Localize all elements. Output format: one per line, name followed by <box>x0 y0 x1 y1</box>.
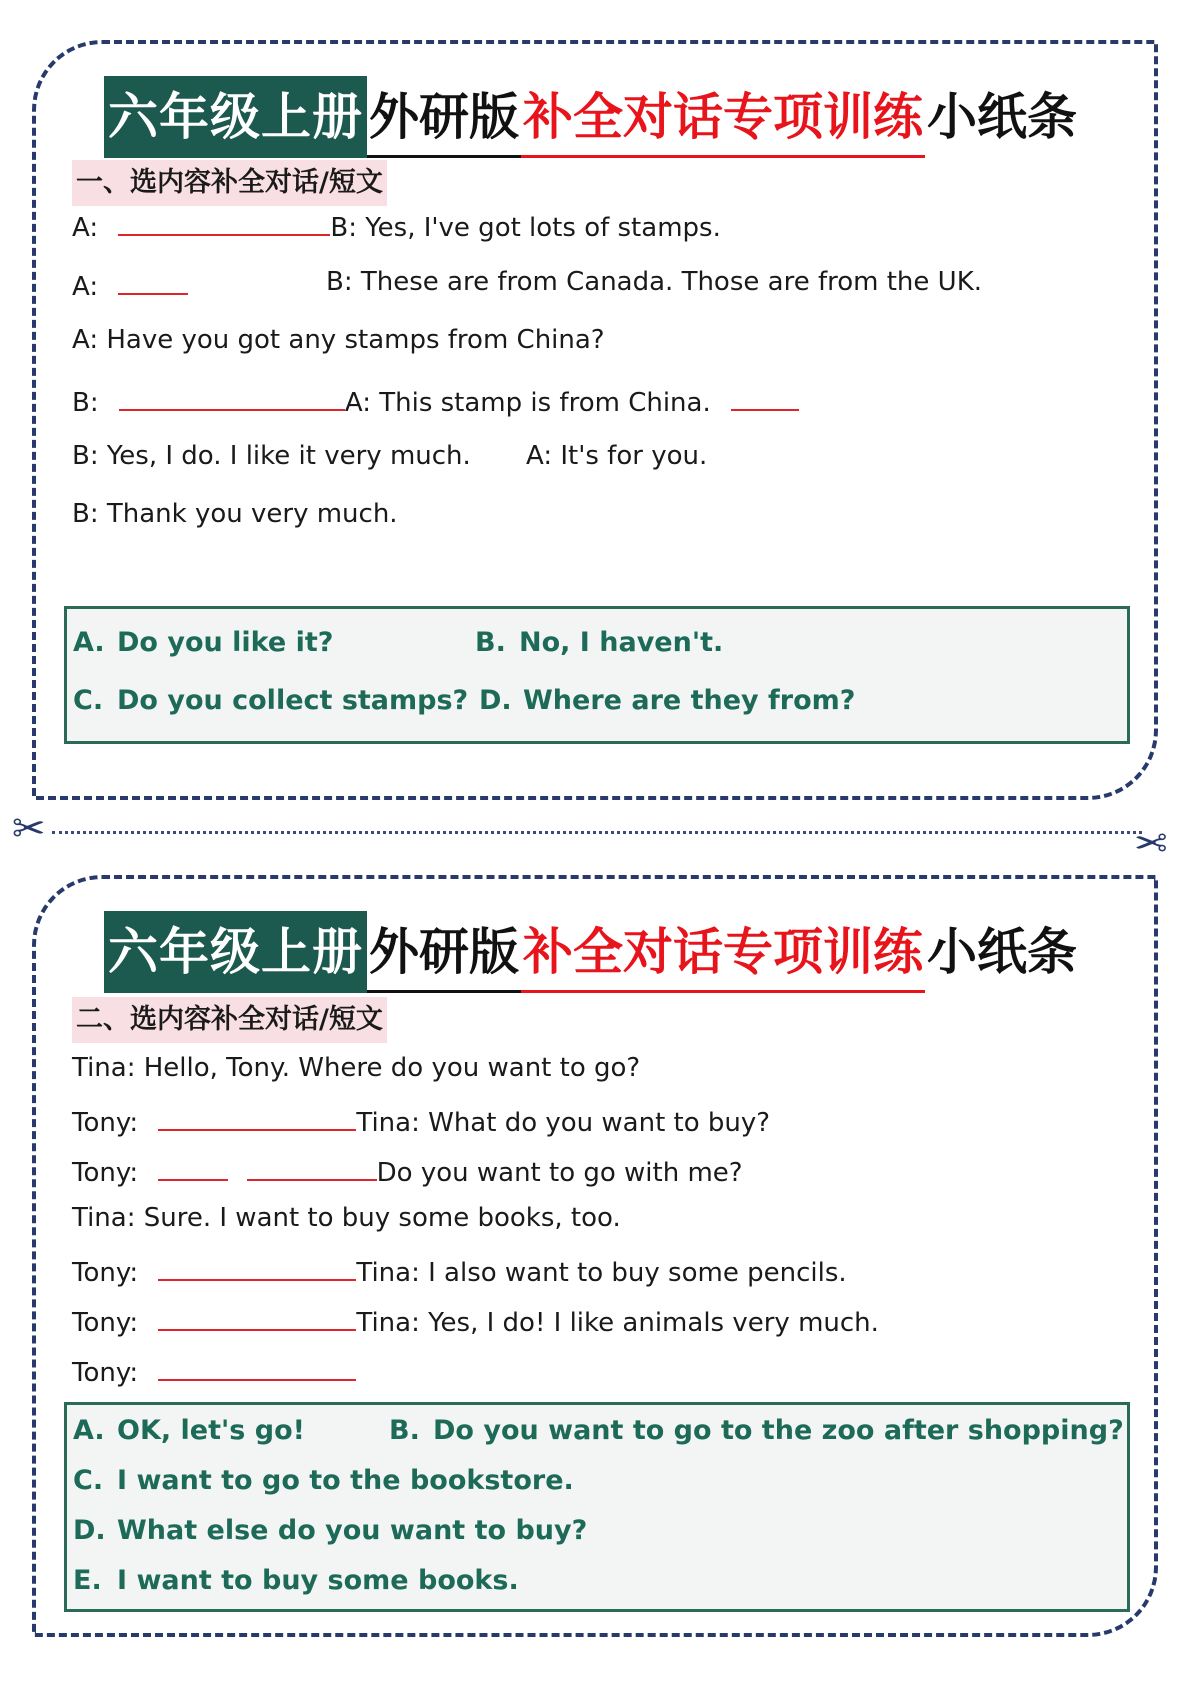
option-d[interactable]: D. What else do you want to buy? <box>73 1515 588 1546</box>
dialogue-text: A: This stamp is from China. <box>344 388 711 418</box>
answer-blank[interactable] <box>118 265 188 295</box>
speaker-label: A: <box>72 272 99 302</box>
speaker-label: Tony: <box>72 1308 139 1338</box>
dialogue-text: Tina: What do you want to buy? <box>356 1108 771 1138</box>
dialogue-line <box>72 323 605 363</box>
dialogue-text: Tina: Hello, Tony. Where do you want to go? <box>72 1053 641 1083</box>
option-c[interactable]: C. Do you collect stamps? <box>73 685 469 716</box>
card1-title <box>104 76 1079 158</box>
option-d[interactable]: D. Where are they from? <box>479 685 856 716</box>
option-b[interactable]: B. No, I haven't. <box>475 627 724 658</box>
dialogue-text: B: Yes, I do. I like it very much. <box>72 441 471 471</box>
answer-blank[interactable] <box>247 1151 377 1181</box>
dialogue-line <box>72 1151 743 1191</box>
answer-blank[interactable] <box>158 1151 228 1181</box>
card2-title <box>104 911 1079 993</box>
option-a[interactable]: A. Do you like it? <box>73 627 334 658</box>
dialogue-text: A: Have you got any stamps from China? <box>72 325 605 355</box>
title-tail: 小纸条 <box>927 923 1077 981</box>
dialogue-line <box>72 206 721 246</box>
dialogue-text: A: It's for you. <box>526 441 708 471</box>
section-heading-1: 一、选内容补全对话/短文 <box>72 160 387 206</box>
title-grade: 六年级上册 <box>104 76 367 158</box>
title-topic: 补全对话专项训练 <box>521 76 925 158</box>
answer-blank[interactable] <box>731 381 799 411</box>
dialogue-line <box>72 1351 356 1391</box>
answer-blank[interactable] <box>158 1101 356 1131</box>
dialogue-text: B: Thank you very much. <box>72 499 398 529</box>
title-version: 外研版 <box>367 911 521 993</box>
dialogue-line <box>72 439 1112 479</box>
dialogue-line <box>72 1251 847 1291</box>
exercise-card-1 <box>32 40 1158 800</box>
title-version: 外研版 <box>367 76 521 158</box>
dialogue-line <box>72 381 799 421</box>
dialogue-text: B: Yes, I've got lots of stamps. <box>330 213 721 243</box>
answer-blank[interactable] <box>158 1251 356 1281</box>
exercise-card-2 <box>32 875 1158 1637</box>
option-b[interactable]: B. Do you want to go to the zoo after shopping? <box>389 1415 1124 1446</box>
speaker-label: Tony: <box>72 1108 139 1138</box>
title-grade: 六年级上册 <box>104 911 367 993</box>
dialogue-line <box>72 1201 621 1241</box>
scissors-icon: ✂ <box>12 806 46 852</box>
title-topic: 补全对话专项训练 <box>521 911 925 993</box>
answer-blank[interactable] <box>118 206 330 236</box>
dialogue-line <box>72 265 1112 305</box>
option-e[interactable]: E. I want to buy some books. <box>73 1565 519 1596</box>
speaker-label: Tony: <box>72 1258 139 1288</box>
dialogue-line <box>72 1101 770 1141</box>
option-a[interactable]: A. OK, let's go! <box>73 1415 305 1446</box>
option-c[interactable]: C. I want to go to the bookstore. <box>73 1465 574 1496</box>
speaker-label: B: <box>72 388 99 418</box>
cut-line <box>52 831 1142 834</box>
dialogue-text: Do you want to go with me? <box>376 1158 743 1188</box>
speaker-label: A: <box>72 213 99 243</box>
dialogue-text: B: These are from Canada. Those are from the UK. <box>326 267 983 297</box>
speaker-label: Tony: <box>72 1158 139 1188</box>
dialogue-text: Tina: Sure. I want to buy some books, too. <box>72 1203 621 1233</box>
answer-blank[interactable] <box>158 1301 356 1331</box>
scissors-icon: ✂ <box>1134 821 1168 867</box>
dialogue-line <box>72 1301 879 1341</box>
answer-blank[interactable] <box>119 381 345 411</box>
dialogue-text: Tina: I also want to buy some pencils. <box>356 1258 847 1288</box>
dialogue-text: Tina: Yes, I do! I like animals very much. <box>356 1308 879 1338</box>
dialogue-line <box>72 1051 640 1091</box>
section-heading-2: 二、选内容补全对话/短文 <box>72 997 387 1043</box>
dialogue-line <box>72 497 398 537</box>
answer-blank[interactable] <box>158 1351 356 1381</box>
title-tail: 小纸条 <box>927 88 1077 146</box>
options-box-2 <box>64 1402 1130 1612</box>
speaker-label: Tony: <box>72 1358 139 1388</box>
options-box-1 <box>64 606 1130 744</box>
